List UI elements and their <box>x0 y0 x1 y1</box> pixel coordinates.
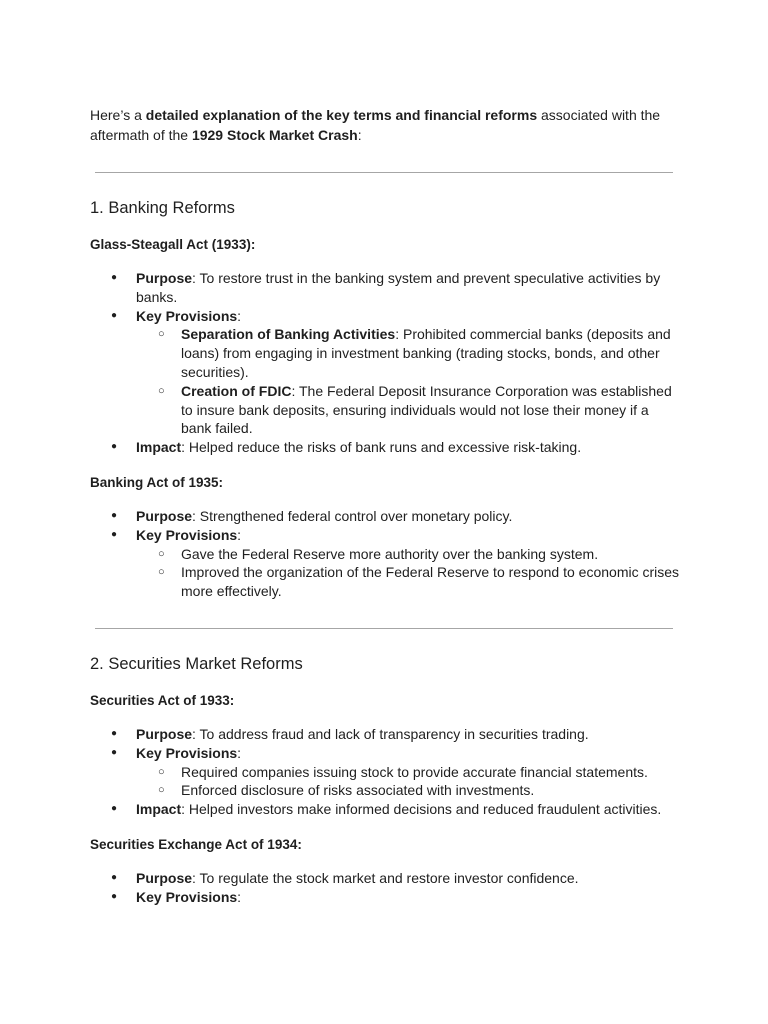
glass-steagall-title: Glass-Steagall Act (1933): <box>90 237 256 252</box>
securities-exchange-act-1934-list <box>90 869 680 907</box>
purpose-text: : Strengthened federal control over monetary policy. <box>192 508 513 524</box>
sub-label: Separation of Banking Activities <box>181 326 396 343</box>
intro-bold-2: 1929 Stock Market Crash <box>191 126 358 143</box>
sub-text: : Prohibited commercial banks (deposits and loans) from engaging in investment banking (trading stocks, bonds, and other securities). <box>181 326 671 380</box>
impact-label: Impact <box>136 801 182 818</box>
divider-1 <box>95 172 673 173</box>
provisions-colon: : <box>237 307 242 324</box>
provisions-colon: : <box>237 744 242 761</box>
list-item <box>136 545 680 564</box>
list-item <box>90 307 680 439</box>
list-item <box>136 325 680 381</box>
impact-text: : Helped investors make informed decisions and reduced fraudulent activities. <box>181 801 662 818</box>
list-item <box>136 563 680 601</box>
sub-text: Improved the organization of the Federal Reserve to respond to economic crises more effectively. <box>181 564 680 600</box>
section-heading-banking-reforms: 1. Banking Reforms <box>90 199 235 217</box>
provisions-label: Key Provisions <box>136 307 238 324</box>
purpose-text: : To restore trust in the banking system and prevent speculative activities by banks. <box>136 270 661 305</box>
purpose-text: : To regulate the stock market and restore investor confidence. <box>192 870 579 886</box>
impact-text: : Helped reduce the risks of bank runs and excessive risk-taking. <box>181 439 582 456</box>
securities-exchange-act-1934-title: Securities Exchange Act of 1934: <box>90 837 302 852</box>
list-item <box>136 781 680 800</box>
section-heading-securities-reforms: 2. Securities Market Reforms <box>90 655 303 673</box>
list-item <box>90 888 680 907</box>
glass-steagall-list <box>90 269 680 457</box>
intro-bold-1: detailed explanation of the key terms and financial reforms <box>145 107 538 123</box>
list-item <box>90 869 680 888</box>
provisions-colon: : <box>237 888 242 905</box>
provisions-sublist <box>136 763 680 801</box>
list-item <box>90 526 680 601</box>
securities-act-1933-title: Securities Act of 1933: <box>90 693 235 708</box>
securities-act-1933-list <box>90 725 680 819</box>
list-item <box>90 507 680 526</box>
banking-act-1935-title: Banking Act of 1935: <box>90 475 224 490</box>
list-item <box>136 763 680 782</box>
list-item <box>90 438 680 457</box>
intro-paragraph <box>90 106 680 145</box>
purpose-label: Purpose <box>136 870 193 886</box>
sub-text: Required companies issuing stock to provide accurate financial statements. <box>181 763 648 780</box>
impact-label: Impact <box>136 439 182 456</box>
list-item <box>90 744 680 800</box>
intro-block <box>90 106 680 145</box>
sub-label: Creation of FDIC <box>181 382 292 399</box>
provisions-label: Key Provisions <box>136 744 238 761</box>
purpose-label: Purpose <box>136 270 193 286</box>
list-item <box>136 382 680 438</box>
purpose-text: : To address fraud and lack of transparency in securities trading. <box>192 726 589 742</box>
list-item <box>90 725 680 744</box>
provisions-sublist <box>136 545 680 601</box>
sub-text: : The Federal Deposit Insurance Corporation was established to insure bank deposits, ensuring individuals would not lose their money if a bank failed. <box>181 382 672 437</box>
divider-2 <box>95 628 673 629</box>
provisions-sublist <box>136 325 680 438</box>
intro-text-1: Here’s a <box>90 107 146 123</box>
list-item <box>90 269 680 307</box>
provisions-colon: : <box>237 526 242 543</box>
provisions-label: Key Provisions <box>136 888 238 905</box>
purpose-label: Purpose <box>136 726 193 742</box>
sub-text: Gave the Federal Reserve more authority over the banking system. <box>181 545 599 562</box>
list-item <box>90 800 680 819</box>
sub-text: Enforced disclosure of risks associated with investments. <box>181 782 535 799</box>
intro-text-2: associated with the aftermath of the <box>90 107 661 143</box>
intro-text-3: : <box>357 126 362 143</box>
banking-act-1935-list <box>90 507 680 601</box>
provisions-label: Key Provisions <box>136 526 238 543</box>
purpose-label: Purpose <box>136 508 193 524</box>
